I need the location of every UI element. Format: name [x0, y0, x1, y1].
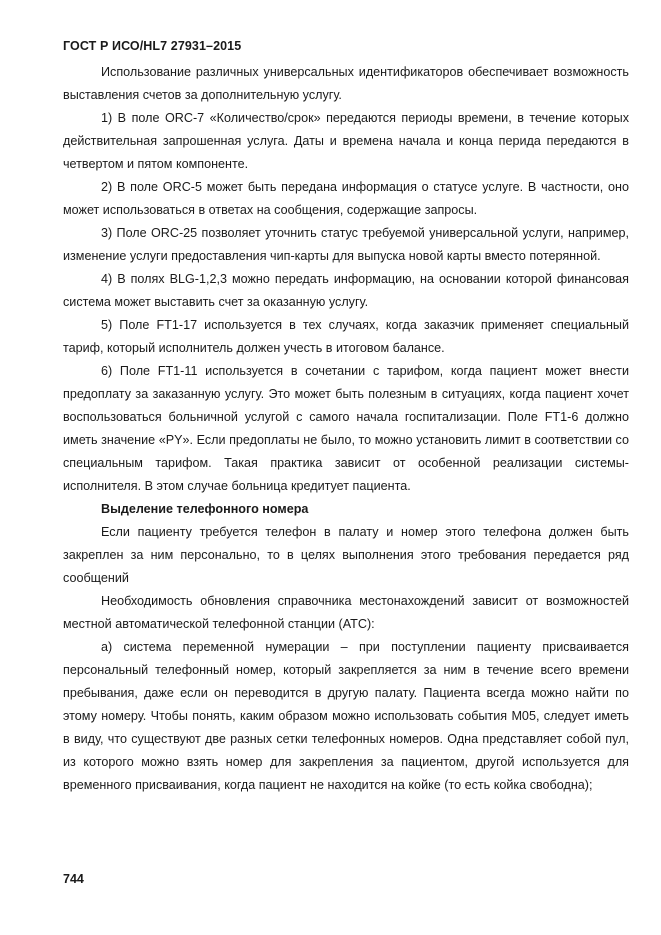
- paragraph-item-1: 1) В поле ORC-7 «Количество/срок» передаются периоды времени, в течение которых действительная запрошенная услуга. Даты и времена начала и конца перида передаются в четвертом и пятом компоненте.: [63, 111, 629, 171]
- paragraph-phone-request: Если пациенту требуется телефон в палату и номер этого телефона должен быть закреплен за ним персонально, то в целях выполнения этого требования передается ряд сообщений: [63, 525, 629, 585]
- paragraph-item-5: 5) Поле FT1-17 используется в тех случаях, когда заказчик применяет специальный тариф, который исполнитель должен учесть в итоговом балансе.: [63, 318, 629, 355]
- paragraph-item-2: 2) В поле ORC-5 может быть передана информация о статусе услуге. В частности, оно может использоваться в ответах на сообщения, содержащие запросы.: [63, 180, 629, 217]
- paragraph-item-4: 4) В полях BLG-1,2,3 можно передать информацию, на основании которой финансовая система может выставить счет за оказанную услугу.: [63, 272, 629, 309]
- document-header: ГОСТ Р ИСО/HL7 27931–2015: [63, 39, 242, 53]
- page-number: 744: [63, 872, 84, 886]
- paragraph-pbx-capabilities: Необходимость обновления справочника местонахождений зависит от возможностей местной автоматической телефонной станции (АТС):: [63, 594, 629, 631]
- paragraph-item-6: 6) Поле FT1-11 используется в сочетании с тарифом, когда пациент может внести предоплату за заказанную услугу. Это может быть полезным в ситуациях, когда пациент хочет воспользоваться больничной услугой с самого начала госпитализации. Поле FT1-6 должно иметь значение «PY». Если предоплаты не было, то можно установить лимит в соответствии со специальным тарифом. Такая практика зависит от особенной реализации системы-исполнителя. В этом случае больница кредитует пациента.: [63, 364, 629, 493]
- paragraph-item-3: 3) Поле ORC-25 позволяет уточнить статус требуемой универсальной услуги, например, изменение услуги предоставления чип-карты для выпуска новой карты вместо потерянной.: [63, 226, 629, 263]
- section-heading: Выделение телефонного номера: [101, 502, 309, 516]
- paragraph-intro: Использование различных универсальных идентификаторов обеспечивает возможность выставления счетов за дополнительную услугу.: [63, 65, 629, 102]
- document-body: [63, 61, 629, 797]
- paragraph-item-a: а) система переменной нумерации – при поступлении пациенту присваивается персональный телефонный номер, который закрепляется за ним в течение всего времени пребывания, даже если он переводится в другую палату. Пациента всегда можно найти по этому номеру. Чтобы понять, каким образом можно использовать события M05, следует иметь в виду, что существуют две разных сетки телефонных номеров. Одна представляет собой пул, из которого можно взять номер для закрепления за пациентом, другой используется для временного присваивания, когда пациент не находится на койке (то есть койка свободна);: [63, 640, 629, 792]
